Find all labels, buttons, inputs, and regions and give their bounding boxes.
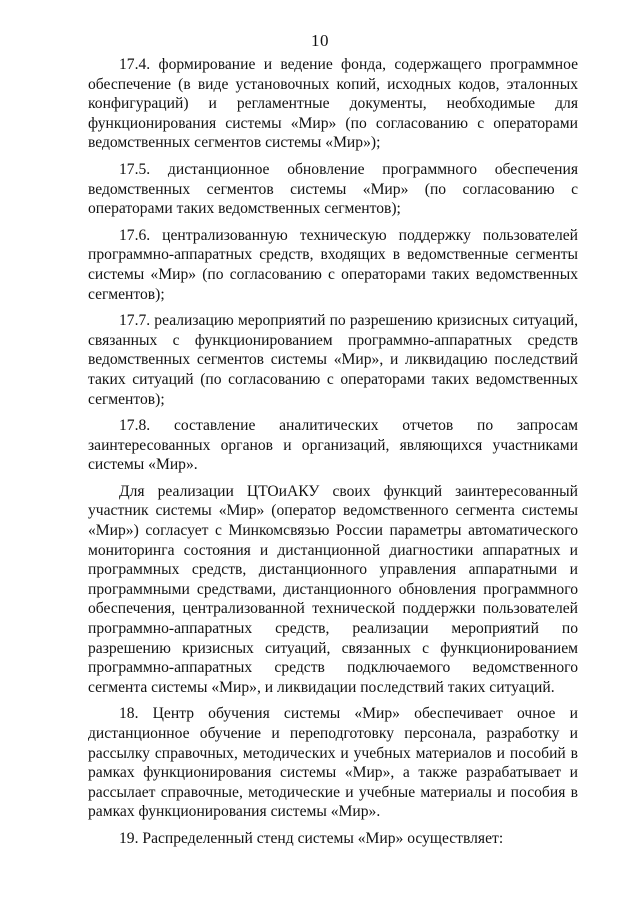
- paragraph-19: 19. Распределенный стенд системы «Мир» осуществляет:: [119, 829, 504, 847]
- paragraph-17-7: 17.7. реализацию мероприятий по разрешению кризисных ситуаций, связанных с функционированием программно-аппаратных средств ведомственных сегментов системы «Мир», и ликвидацию последствий таких ситуаций (по согласованию с операторами таких ведомственных сегментов);: [88, 312, 578, 408]
- paragraph-17-6: 17.6. централизованную техническую поддержку пользователей программно-аппаратных средств, входящих в ведомственные сегменты системы «Мир» (по согласованию с операторами таких ведомственных сегментов);: [88, 226, 578, 303]
- paragraph-17-4: 17.4. формирование и ведение фонда, содержащего программное обеспечение (в виде установочных копий, исходных кодов, эталонных конфигураций) и регламентные документы, необходимые для функционирования системы «Мир» (по согласованию с операторами ведомственных сегментов системы «Мир»);: [88, 56, 578, 152]
- paragraph-17-5: 17.5. дистанционное обновление программного обеспечения ведомственных сегментов системы «Мир» (по согласованию с операторами таких ведомственных сегментов);: [88, 160, 578, 218]
- paragraph-17-8: 17.8. составление аналитических отчетов по запросам заинтересованных органов и организаций, являющихся участниками системы «Мир».: [88, 417, 578, 474]
- paragraph-18: 18. Центр обучения системы «Мир» обеспечивает очное и дистанционное обучение и переподготовку персонала, разработку и рассылку справочных, методических и учебных материалов и пособий в рамках функционирования системы «Мир», а также разрабатывает и рассылает справочные, методические и учебные материалы и пособия в рамках функционирования системы «Мир».: [88, 705, 578, 821]
- page-number: 10: [311, 31, 329, 50]
- document-body: [88, 55, 578, 856]
- paragraph-ctoiaku-functions: Для реализации ЦТОиАКУ своих функций заинтересованный участник системы «Мир» (оператор ведомственного сегмента системы «Мир») согласует с Минкомсвязью России параметры автоматического мониторинга состояния и дистанционной диагностики аппаратных и программных средств, дистанционного управления аппаратными и программными средствами, дистанционного обновления программного обеспечения, централизованной технической поддержки пользователей программно-аппаратных средств, реализации мероприятий по разрешению кризисных ситуаций, связанных с функционированием программно-аппаратных средств подключаемого ведомственного сегмента системы «Мир», и ликвидации последствий таких ситуаций.: [88, 482, 578, 696]
